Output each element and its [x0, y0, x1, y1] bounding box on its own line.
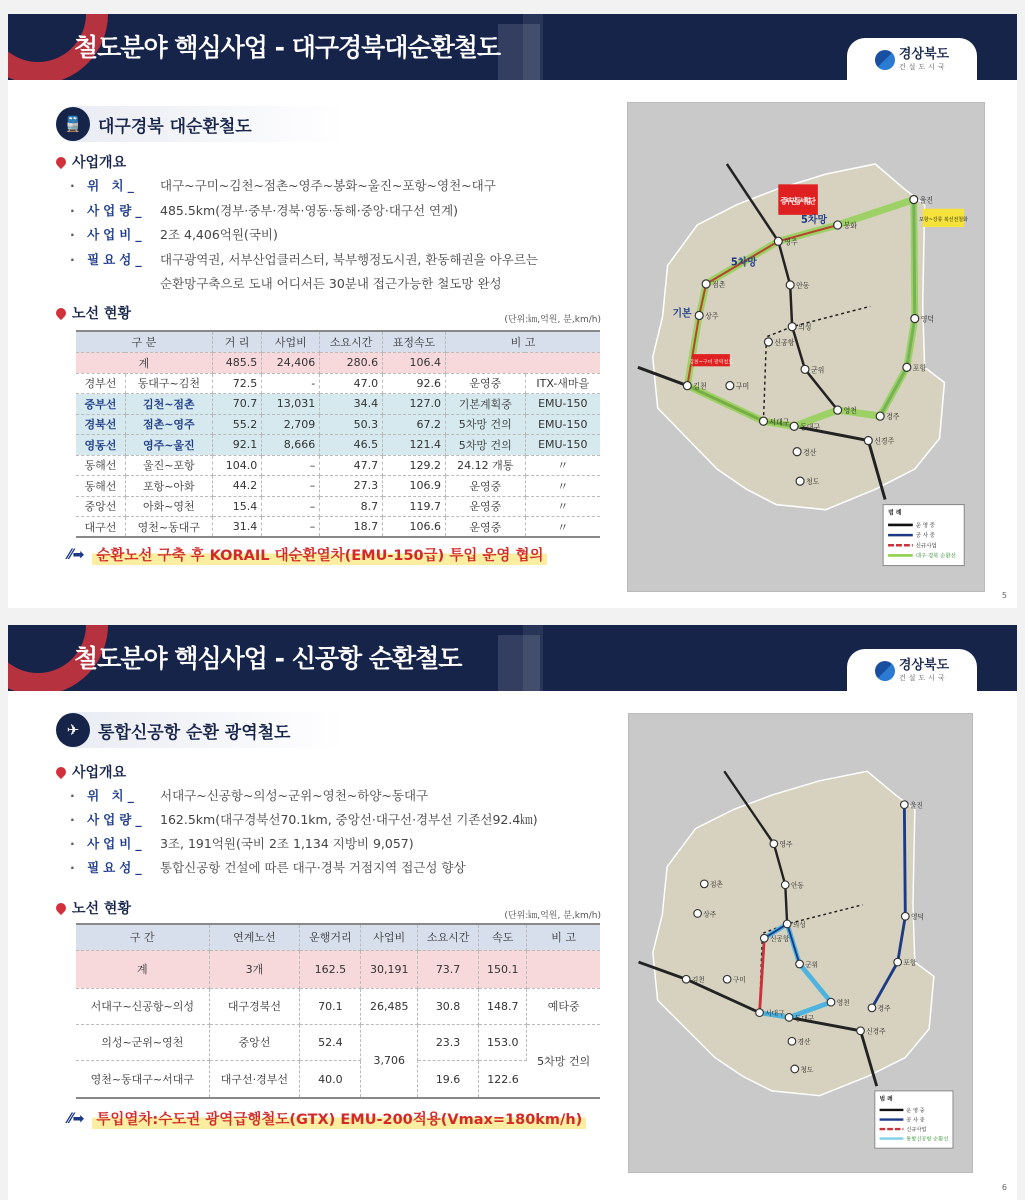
legend-title: 범 례 [879, 1096, 893, 1103]
table-cell: 70.7 [212, 394, 261, 415]
station-label: 의성 [798, 322, 812, 332]
sum-cell: 280.6 [320, 352, 383, 373]
airplane-icon: ✈ [56, 713, 90, 747]
page-number: 6 [1001, 1183, 1007, 1192]
overview-value: 485.5km(경부·중부·경북·영동·동해·중앙·대구선 연계) [160, 203, 459, 218]
table-cell: 운영중 [445, 517, 525, 538]
section-subtitle [56, 106, 346, 142]
overview-item-cont [160, 274, 502, 292]
station-label: 김천 [693, 381, 707, 391]
station-label: 울진 [919, 195, 934, 205]
table-cell: ITX-새마을 [525, 373, 600, 394]
station-label: 동대구 [794, 1014, 815, 1023]
sum-cell: 24,406 [262, 352, 320, 373]
sum-cell: 3개 [209, 950, 300, 988]
table-row [76, 394, 600, 415]
station-marker [791, 1065, 799, 1073]
callout-text: 투입열차:수도권 광역급행철도(GTX) EMU-200적용(Vmax=180km/h) [92, 1108, 586, 1129]
station-label: 신경주 [874, 436, 895, 446]
table-cell: 153.0 [479, 1024, 527, 1060]
logo-dept: 건설도시국 [898, 63, 948, 71]
station-label: 점촌 [712, 279, 726, 290]
table-row [76, 435, 600, 456]
station-label: 영천 [836, 999, 850, 1008]
station-label: 상주 [703, 910, 717, 919]
table-cell: 70.1 [300, 988, 361, 1024]
table-cell: 중부선 [76, 394, 125, 415]
station-marker [834, 406, 842, 414]
table-cell: 40.0 [300, 1061, 361, 1098]
overview-heading [56, 152, 126, 172]
col-header: 소요시간 [320, 331, 383, 352]
slide-header [8, 14, 1017, 80]
overview-item [70, 250, 538, 268]
table-cell: 44.2 [212, 476, 261, 497]
table-cell: 8,666 [262, 435, 320, 456]
station-label: 영덕 [911, 913, 924, 922]
station-label: 포항 [903, 958, 917, 967]
logo-mark-icon [875, 50, 895, 70]
overview-key: · 사업비_ [70, 225, 160, 243]
legend-title: 범 례 [888, 509, 902, 517]
overview-key: · 위 치_ [70, 176, 160, 194]
routes-heading [56, 303, 131, 323]
overview-key: · 사업비_ [70, 834, 160, 852]
table-cell: 24.12 개통 [445, 455, 525, 476]
table-cell: 〃 [525, 496, 600, 517]
overview-item [70, 858, 466, 876]
table-cell: 148.7 [479, 988, 527, 1024]
map-note: 김천~구미 광역철도 [689, 359, 733, 366]
legend-label: 신규사업 [906, 1126, 927, 1133]
table-cell: 122.6 [479, 1061, 527, 1098]
station-marker [781, 881, 789, 889]
heading-text: 노선 현황 [72, 901, 131, 917]
station-label: 신공항 [770, 935, 790, 944]
station-marker [868, 1004, 876, 1012]
unit-note: (단위:㎞,억원, 분,km/h) [504, 911, 601, 921]
table-cell: 영동선 [76, 435, 125, 456]
sum-cell: 485.5 [212, 352, 261, 373]
table-cell: 5차망 건의 [527, 1024, 600, 1098]
table-cell: 중앙선 [209, 1024, 300, 1060]
overview-item [70, 225, 278, 243]
legend-label: 통합신공항 순환선 [906, 1136, 949, 1143]
table-cell: – [262, 517, 320, 538]
overview-value: 순환망구축으로 도내 어디서든 30분내 접근가능한 철도망 완성 [160, 276, 502, 291]
station-marker [700, 880, 708, 888]
heading-text: 사업개요 [72, 765, 127, 781]
sum-cell: 106.4 [383, 352, 446, 373]
table-cell: 영주~울진 [125, 435, 212, 456]
slide-title: 철도분야 핵심사업 - 대구경북대순환철도 [74, 33, 501, 62]
table-row [76, 1024, 600, 1060]
table-cell: 중앙선 [76, 496, 125, 517]
sum-cell [527, 950, 600, 988]
station-marker [683, 382, 691, 390]
station-marker [834, 221, 842, 229]
table-cell: – [262, 496, 320, 517]
table-cell: – [262, 455, 320, 476]
overview-item [70, 810, 538, 828]
overview-item [70, 201, 458, 219]
col-header: 거 리 [212, 331, 261, 352]
station-marker [796, 960, 804, 968]
station-label: 청도 [806, 477, 820, 487]
station-marker [756, 1009, 764, 1017]
station-marker [723, 975, 731, 983]
table-cell: 18.7 [320, 517, 383, 538]
col-header: 구 간 [76, 924, 209, 950]
sum-cell: 162.5 [300, 950, 361, 988]
map-tag: 5차망 [801, 214, 828, 227]
station-marker [901, 801, 909, 809]
station-marker [788, 323, 796, 331]
station-marker [786, 281, 794, 289]
station-marker [702, 280, 710, 288]
arrow-icon: ⁄⁄➡ [68, 546, 85, 563]
table-cell: 영천~동대구 [125, 517, 212, 538]
station-marker [783, 920, 791, 928]
col-header: 비 고 [527, 924, 600, 950]
province-outline [653, 771, 934, 1095]
overview-key: · 위 치_ [70, 786, 160, 804]
table-cell: 서대구~신공항~의성 [76, 988, 209, 1024]
table-cell: 경북선 [76, 414, 125, 435]
map-tag: 기본 [672, 308, 692, 320]
overview-value: 통합신공항 건설에 따른 대구·경북 거점지역 접근성 향상 [160, 860, 466, 875]
table-cell: 〃 [525, 476, 600, 497]
table-cell: 포항~아화 [125, 476, 212, 497]
logo-name: 경상북도 [898, 658, 950, 673]
routes-heading [56, 898, 131, 918]
station-label: 군위 [805, 960, 819, 969]
station-label: 영주 [779, 840, 793, 849]
logo-dept: 건설도시국 [898, 674, 948, 682]
table-cell: 30.8 [417, 988, 478, 1024]
table-cell: 대구경북선 [209, 988, 300, 1024]
table-cell: 106.6 [383, 517, 446, 538]
table-cell: 15.4 [212, 496, 261, 517]
station-label: 경주 [886, 412, 900, 422]
station-label: 경산 [797, 1038, 811, 1047]
table-cell: 46.5 [320, 435, 383, 456]
slide-title: 철도분야 핵심사업 - 신공항 순환철도 [74, 644, 462, 673]
station-label: 안동 [796, 280, 810, 291]
building-graphic [523, 14, 543, 80]
section-subtitle [56, 712, 346, 748]
table-cell: EMU-150 [525, 435, 600, 456]
map-tag: 5차망 [730, 257, 757, 269]
table-cell: 92.1 [212, 435, 261, 456]
sum-cell: 73.7 [417, 950, 478, 988]
sum-label: 계 [76, 352, 212, 373]
callout [68, 1108, 586, 1129]
col-header: 표정속도 [383, 331, 446, 352]
table-cell: 127.0 [383, 394, 446, 415]
legend-label: 대구·경북 순환선 [915, 553, 956, 560]
station-label: 구미 [732, 976, 746, 985]
overview-item [70, 786, 428, 804]
station-marker [876, 412, 884, 420]
table-row [76, 988, 600, 1024]
location-pin-icon [54, 765, 68, 779]
station-label: 점촌 [709, 880, 723, 889]
station-label: 서대구 [765, 1009, 785, 1018]
table-cell: 3,706 [361, 1024, 417, 1098]
legend-label: 공 사 중 [915, 533, 935, 540]
overview-value: 2조 4,406억원(국비) [160, 227, 278, 242]
station-marker [760, 934, 768, 942]
table-cell: 〃 [525, 517, 600, 538]
station-label: 김천 [691, 976, 705, 985]
station-marker [694, 910, 702, 918]
table-cell: 104.0 [212, 455, 261, 476]
overview-key: · 사업량_ [70, 810, 160, 828]
table-cell: 운영중 [445, 373, 525, 394]
route-map [627, 102, 985, 592]
heading-text: 사업개요 [72, 155, 127, 171]
station-marker [790, 422, 798, 430]
station-label: 울진 [910, 801, 923, 810]
slide-5 [8, 14, 1017, 608]
table-cell: 경부선 [76, 373, 125, 394]
table-cell: 동대구~김천 [125, 373, 212, 394]
table-cell: 23.3 [417, 1024, 478, 1060]
table-cell: 92.6 [383, 373, 446, 394]
station-marker [793, 448, 801, 456]
table-cell: 106.9 [383, 476, 446, 497]
table-cell: 47.7 [320, 455, 383, 476]
station-marker [801, 365, 809, 373]
station-label: 서대구 [769, 417, 790, 427]
station-marker [682, 975, 690, 983]
table-cell: 동해선 [76, 455, 125, 476]
arrow-icon: ⁄⁄➡ [68, 1110, 85, 1127]
map-yellow-label: 포항~강릉 복선전철화 [919, 216, 968, 223]
station-label: 봉화 [843, 220, 857, 231]
station-marker [894, 958, 902, 966]
station-marker [901, 912, 909, 920]
sum-cell: 계 [76, 950, 209, 988]
table-cell: 119.7 [383, 496, 446, 517]
station-label: 신경주 [866, 1027, 886, 1036]
station-label: 동대구 [800, 422, 821, 432]
gyeongbuk-logo [847, 649, 977, 691]
col-header: 연계노선 [209, 924, 300, 950]
sum-cell: 150.1 [479, 950, 527, 988]
table-cell: 19.6 [417, 1061, 478, 1098]
table-cell: 34.4 [320, 394, 383, 415]
table-row [76, 1061, 600, 1098]
table-cell: 의성~군위~영천 [76, 1024, 209, 1060]
table-cell: 울진~포항 [125, 455, 212, 476]
sum-cell: 30,191 [361, 950, 417, 988]
gyeongbuk-logo [847, 38, 977, 80]
table-cell: 8.7 [320, 496, 383, 517]
table-cell: 121.4 [383, 435, 446, 456]
station-marker [770, 840, 778, 848]
table-cell: 대구선·경부선 [209, 1061, 300, 1098]
table-cell: 129.2 [383, 455, 446, 476]
overview-item [70, 834, 414, 852]
overview-key: · 필요성_ [70, 858, 160, 876]
table-cell: EMU-150 [525, 414, 600, 435]
subtitle-text: 대구경북 대순환철도 [98, 116, 252, 137]
table-cell: 5차망 건의 [445, 435, 525, 456]
logo-name: 경상북도 [898, 47, 950, 62]
table-cell: 2,709 [262, 414, 320, 435]
station-marker [774, 237, 782, 245]
table-cell: 김천~점촌 [125, 394, 212, 415]
station-label: 구미 [735, 381, 750, 391]
station-label: 신공항 [774, 337, 795, 347]
table-cell: 31.4 [212, 517, 261, 538]
overview-item [70, 176, 496, 194]
building-graphic [523, 625, 543, 691]
col-header: 사업비 [262, 331, 320, 352]
station-marker [764, 338, 772, 346]
station-label: 경산 [803, 447, 817, 457]
location-pin-icon [54, 901, 68, 915]
overview-value: 3조, 191억원(국비 2조 1,134 지방비 9,057) [160, 836, 414, 851]
table-row [76, 373, 600, 394]
table-cell: 13,031 [262, 394, 320, 415]
station-marker [695, 311, 703, 319]
station-marker [857, 1027, 865, 1035]
slide-header [8, 625, 1017, 691]
station-label: 청도 [800, 1065, 814, 1074]
heading-text: 노선 현황 [72, 306, 131, 322]
table-row [76, 517, 600, 538]
table-cell: 27.3 [320, 476, 383, 497]
page-number: 5 [1001, 591, 1007, 600]
table-cell: 52.4 [300, 1024, 361, 1060]
station-marker [760, 417, 768, 425]
overview-value: 서대구~신공항~의성~군위~영천~하양~동대구 [160, 788, 429, 803]
table-cell: 기본계획중 [445, 394, 525, 415]
station-label: 영덕 [920, 314, 935, 324]
overview-value: 대구~구미~김천~점촌~영주~봉화~울진~포항~영천~대구 [160, 178, 496, 193]
location-pin-icon [54, 155, 68, 169]
legend-label: 운 영 중 [915, 522, 935, 529]
table-cell: 점촌~영주 [125, 414, 212, 435]
col-header: 사업비 [361, 924, 417, 950]
overview-value: 162.5km(대구경북선70.1km, 중앙선·대구선·경부선 기존선92.4㎞) [160, 812, 538, 827]
station-marker [864, 436, 872, 444]
table-cell: 대구선 [76, 517, 125, 538]
station-label: 군위 [810, 365, 825, 375]
col-header: 속도 [479, 924, 527, 950]
col-header: 구 분 [76, 331, 212, 352]
station-label: 영주 [784, 237, 798, 247]
table-cell: 운영중 [445, 476, 525, 497]
table-cell: 영천~동대구~서대구 [76, 1061, 209, 1098]
table-row [76, 476, 600, 497]
station-marker [785, 1014, 793, 1022]
map-box-label: 중부권 동서횡단 [780, 196, 816, 206]
routes-table [76, 923, 600, 1099]
table-cell: 72.5 [212, 373, 261, 394]
station-marker [903, 363, 911, 371]
train-icon: 🚆 [56, 107, 90, 141]
table-cell: – [262, 476, 320, 497]
table-cell: - [262, 373, 320, 394]
table-cell: 67.2 [383, 414, 446, 435]
table-cell: 50.3 [320, 414, 383, 435]
overview-heading [56, 762, 126, 782]
station-marker [827, 998, 835, 1006]
callout-text: 순환노선 구축 후 KORAIL 대순환열차(EMU-150급) 투입 운영 협의 [92, 544, 547, 565]
legend-label: 공 사 중 [906, 1117, 925, 1124]
station-marker [796, 477, 804, 485]
table-cell: 아화~영천 [125, 496, 212, 517]
table-cell: 26,485 [361, 988, 417, 1024]
table-row [76, 414, 600, 435]
table-cell: 〃 [525, 455, 600, 476]
table-cell: 예타중 [527, 988, 600, 1024]
station-label: 경주 [877, 1004, 891, 1013]
station-marker [910, 196, 918, 204]
route-map [628, 713, 973, 1173]
station-label: 영천 [843, 405, 857, 416]
location-pin-icon [54, 306, 68, 320]
col-header: 운행거리 [300, 924, 361, 950]
subtitle-text: 통합신공항 순환 광역철도 [98, 722, 291, 743]
sum-empty [445, 352, 600, 373]
overview-key: · 사업량_ [70, 201, 160, 219]
station-label: 안동 [790, 881, 804, 890]
callout [68, 544, 547, 565]
table-cell: 5차망 건의 [445, 414, 525, 435]
station-marker [726, 382, 734, 390]
station-label: 의성 [792, 920, 806, 929]
overview-key: · 필요성_ [70, 250, 160, 268]
overview-value: 대구광역권, 서부산업클러스터, 북부행정도시권, 환동해권을 아우르는 [160, 252, 538, 267]
table-row [76, 455, 600, 476]
station-label: 포항 [912, 363, 927, 373]
table-cell: 운영중 [445, 496, 525, 517]
station-marker [911, 314, 919, 322]
legend-label: 운 영 중 [906, 1107, 925, 1114]
logo-mark-icon [875, 661, 895, 681]
table-row [76, 496, 600, 517]
unit-note: (단위:㎞,억원, 분,km/h) [504, 315, 601, 325]
station-marker [788, 1037, 796, 1045]
table-cell: 55.2 [212, 414, 261, 435]
station-label: 상주 [705, 311, 719, 321]
slide-6 [8, 625, 1017, 1200]
routes-table [76, 330, 600, 538]
table-cell: 동해선 [76, 476, 125, 497]
col-header: 소요시간 [417, 924, 478, 950]
legend-label: 신규사업 [915, 543, 937, 550]
table-cell: EMU-150 [525, 394, 600, 415]
col-header: 비 고 [445, 331, 600, 352]
table-cell: 47.0 [320, 373, 383, 394]
